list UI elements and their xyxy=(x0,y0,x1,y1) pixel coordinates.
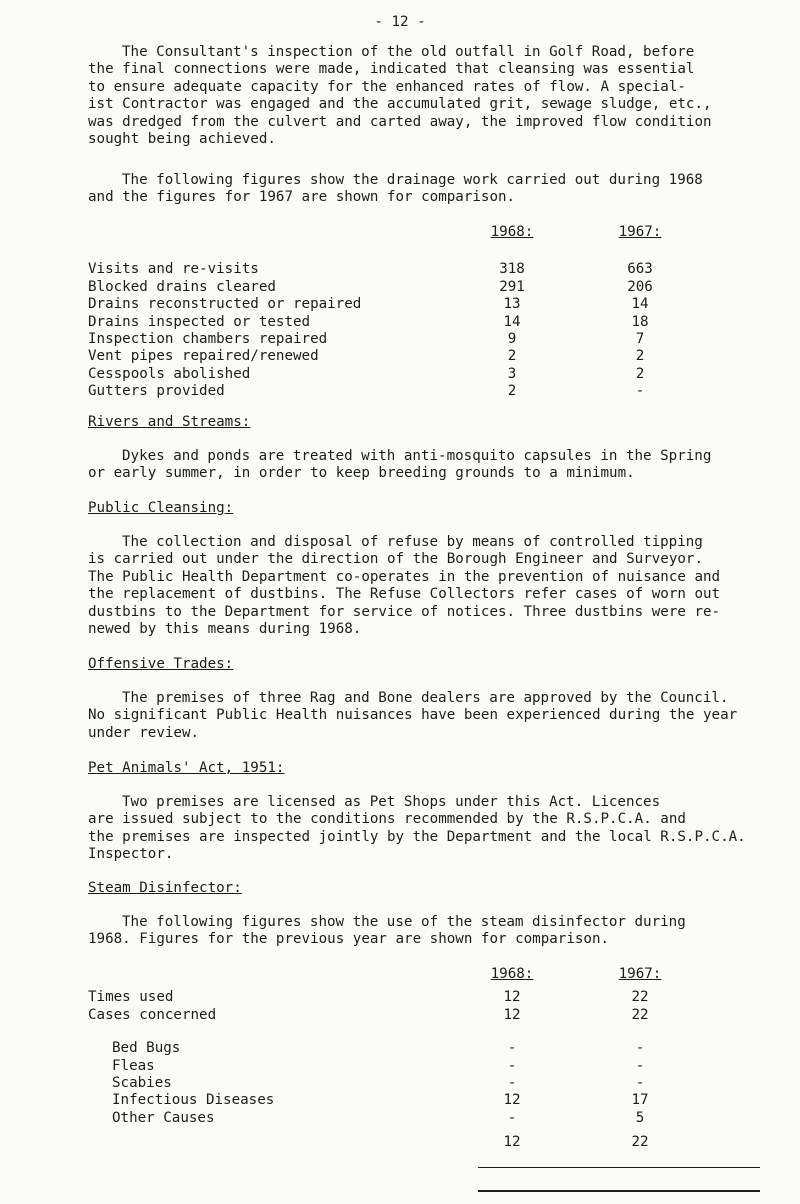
text-line: the replacement of dustbins. The Refuse Collectors refer cases of worn out xyxy=(88,586,721,603)
text-line: or early summer, in order to keep breeding grounds to a minimum. xyxy=(88,465,635,482)
total-rule xyxy=(478,1190,760,1192)
drainage-table xyxy=(88,224,728,401)
intro-paragraph xyxy=(88,44,718,148)
text-line: under review. xyxy=(88,724,200,741)
drainage-intro xyxy=(88,172,718,207)
text-line: was dredged from the culvert and carted away, the improved flow condition xyxy=(88,113,712,130)
steam-disinfector-heading: Steam Disinfector: xyxy=(88,880,242,896)
total-row xyxy=(88,1134,728,1151)
public-cleansing-paragraph xyxy=(88,534,721,638)
table-row: Times used 12 22 xyxy=(88,989,649,1006)
public-cleansing-heading: Public Cleansing: xyxy=(88,500,234,516)
text-line: the final connections were made, indicated that cleansing was essential xyxy=(88,61,695,78)
text-line: newed by this means during 1968. xyxy=(88,621,362,638)
table-row: Vent pipes repaired/renewed 2 2 xyxy=(88,348,645,365)
text-line: and the figures for 1967 are shown for comparison. xyxy=(88,189,516,206)
offensive-trades-heading: Offensive Trades: xyxy=(88,656,234,672)
text-line: sought being achieved. xyxy=(88,131,276,148)
table-row: Fleas - - xyxy=(112,1057,645,1074)
text-line: The following figures show the use of the steam disinfector during xyxy=(122,914,686,930)
table-row: Drains inspected or tested 14 18 xyxy=(88,313,649,330)
table-row: Cesspools abolished 3 2 xyxy=(88,365,645,382)
text-line: Inspector. xyxy=(88,846,174,863)
table-header xyxy=(88,224,728,241)
col-1967-header: 1967: xyxy=(618,966,662,982)
offensive-trades-paragraph xyxy=(88,690,738,742)
col-1967-header: 1967: xyxy=(618,224,662,240)
table-row: Cases concerned 12 22 xyxy=(88,1006,649,1023)
text-line: are issued subject to the conditions recommended by the R.S.P.C.A. and xyxy=(88,811,686,828)
pet-animals-paragraph xyxy=(88,794,746,864)
text-line: is carried out under the direction of the Borough Engineer and Surveyor. xyxy=(88,551,703,568)
text-line: dustbins to the Department for service of notices. Three dustbins were re- xyxy=(88,603,721,620)
table-row: Scabies - - xyxy=(112,1074,645,1091)
table-row: Drains reconstructed or repaired 13 14 xyxy=(88,296,649,313)
steam-table xyxy=(88,966,728,1152)
text-line: to ensure adequate capacity for the enhanced rates of flow. A special- xyxy=(88,78,686,95)
table-row: Bed Bugs - - xyxy=(112,1040,645,1057)
text-line: The premises of three Rag and Bone dealers are approved by the Council. xyxy=(122,690,729,706)
subtotal-rule xyxy=(478,1167,760,1168)
total-1968: 12 xyxy=(503,1134,521,1151)
text-line: the premises are inspected jointly by the Department and the local R.S.P.C.A. xyxy=(88,828,746,845)
text-line: 1968. Figures for the previous year are shown for comparison. xyxy=(88,931,610,948)
text-line: The following figures show the drainage work carried out during 1968 xyxy=(122,172,703,188)
rivers-paragraph xyxy=(88,448,718,483)
table-row: Gutters provided 2 - xyxy=(88,383,645,400)
page-number: - 12 - xyxy=(374,14,426,30)
text-line: Two premises are licensed as Pet Shops under this Act. Licences xyxy=(122,794,661,810)
table-row: Visits and re-visits 318 663 xyxy=(88,261,653,278)
total-1967: 22 xyxy=(631,1134,649,1151)
text-line: The Consultant's inspection of the old outfall in Golf Road, before xyxy=(122,44,695,60)
text-line: ist Contractor was engaged and the accumulated grit, sewage sludge, etc., xyxy=(88,96,712,113)
col-1968-header: 1968: xyxy=(490,224,534,240)
text-line: The collection and disposal of refuse by means of controlled tipping xyxy=(122,534,703,550)
pet-animals-heading: Pet Animals' Act, 1951: xyxy=(88,760,285,776)
col-1968-header: 1968: xyxy=(490,966,534,982)
table-row: Blocked drains cleared 291 206 xyxy=(88,278,653,295)
text-line: Dykes and ponds are treated with anti-mosquito capsules in the Spring xyxy=(122,448,712,464)
text-line: No significant Public Health nuisances have been experienced during the year xyxy=(88,707,738,724)
steam-disinfector-paragraph xyxy=(88,914,718,949)
table-row: Inspection chambers repaired 9 7 xyxy=(88,330,645,347)
table-row: Infectious Diseases 12 17 xyxy=(112,1092,649,1109)
rivers-heading: Rivers and Streams: xyxy=(88,414,251,430)
text-line: The Public Health Department co-operates in the prevention of nuisance and xyxy=(88,568,721,585)
table-row: Other Causes - 5 xyxy=(112,1109,645,1126)
table-header xyxy=(88,966,728,983)
